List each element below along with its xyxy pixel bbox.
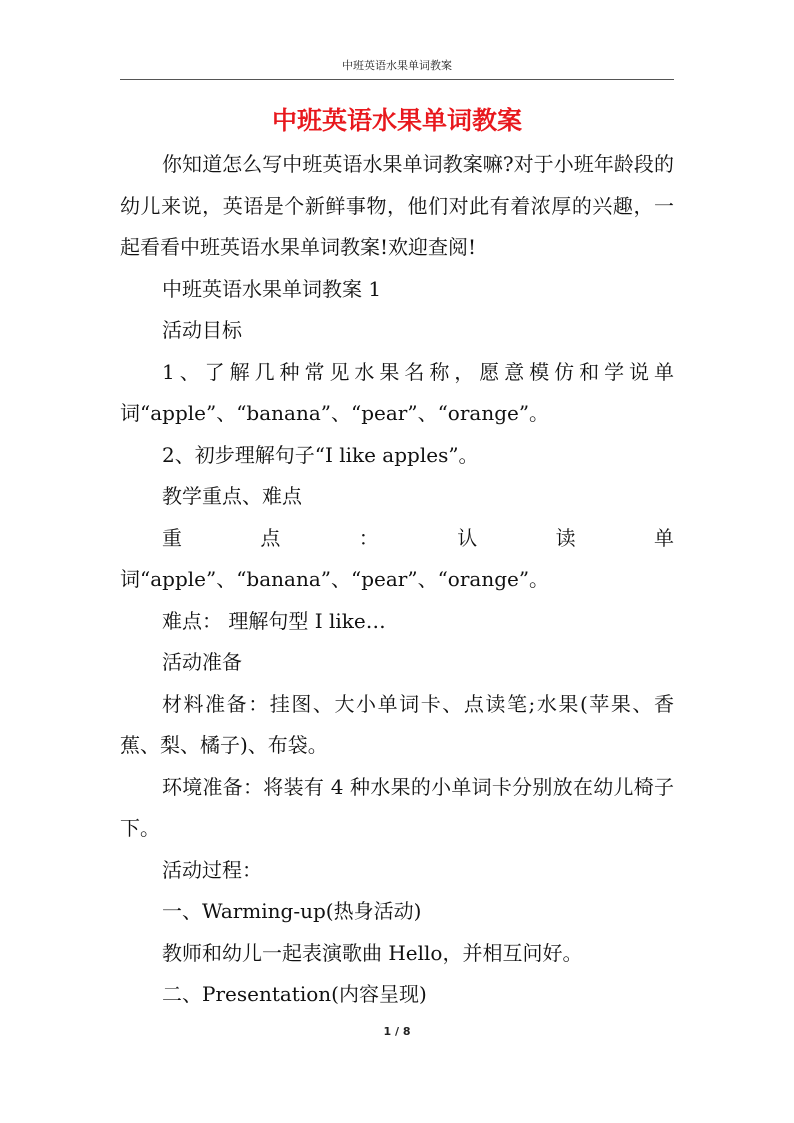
step-heading-warmup: 一、Warming-up(热身活动) <box>162 899 422 923</box>
step-heading-presentation: 二、Presentation(内容呈现) <box>162 982 427 1006</box>
lesson-heading: 中班英语水果单词教案 1 <box>162 276 382 301</box>
page-number: 1 / 8 <box>383 1025 411 1038</box>
section-heading-preparation: 活动准备 <box>162 650 242 674</box>
document-body <box>120 144 674 1016</box>
difficulty-paragraph: 难点： 理解句型 I like… <box>162 608 386 633</box>
running-header-title: 中班英语水果单词教案 <box>342 59 452 72</box>
goal-item-1: 1、了解几种常见水果名称，愿意模仿和学说单词“apple”、“banana”、“pear”、“orange”。 <box>120 359 674 425</box>
header-divider <box>120 79 674 80</box>
section-heading-process: 活动过程： <box>162 857 262 882</box>
materials-paragraph: 材料准备：挂图、大小单词卡、点读笔;水果(苹果、香蕉、梨、橘子)、布袋。 <box>120 691 674 757</box>
intro-paragraph: 你知道怎么写中班英语水果单词教案嘛?对于小班年龄段的幼儿来说，英语是个新鲜事物，他们对此有着浓厚的兴趣，一起看看中班英语水果单词教案!欢迎查阅! <box>120 152 674 259</box>
environment-paragraph: 环境准备：将装有 4 种水果的小单词卡分别放在幼儿椅子下。 <box>120 774 674 840</box>
section-heading-goals: 活动目标 <box>162 318 242 342</box>
section-heading-key-points: 教学重点、难点 <box>162 484 302 508</box>
page-header <box>0 0 794 82</box>
key-point-paragraph: 重点：认读单词“apple”、“banana”、“pear”、“orange”。 <box>120 525 674 591</box>
document-title: 中班英语水果单词教案 <box>271 106 522 135</box>
warmup-paragraph: 教师和幼儿一起表演歌曲 Hello，并相互问好。 <box>162 940 583 965</box>
goal-item-2: 2、初步理解句子“I like apples”。 <box>162 442 479 467</box>
